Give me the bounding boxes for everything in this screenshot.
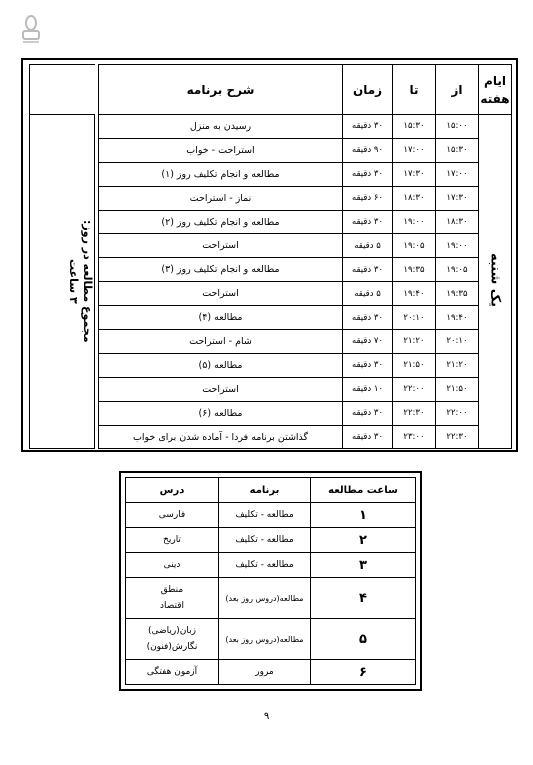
row-to: ۲۲:۳۰ [393,401,436,425]
study-program: مطالعه - تکلیف [219,553,311,578]
row-from: ۲۱:۲۰ [436,353,479,377]
table-row [126,503,416,528]
table-row [30,115,512,139]
summary-line1: مجموع مطالعه در روز: [81,220,94,344]
row-duration: ۵ دقیقه [343,234,393,258]
row-from: ۱۹:۳۵ [436,282,479,306]
study-header-row [126,478,416,503]
row-from: ۱۷:۳۰ [436,186,479,210]
row-description: مطالعه (۴) [99,306,343,330]
header-study-hour: ساعت مطالعه [311,478,416,503]
summary-cell [30,115,95,449]
table-row [30,162,512,186]
row-description: نماز - استراحت [99,186,343,210]
row-to: ۲۱:۵۰ [393,353,436,377]
table-row [126,528,416,553]
row-from: ۲۰:۱۰ [436,330,479,354]
day-name: یک شنبه [487,252,503,307]
row-to: ۲۳:۰۰ [393,425,436,449]
row-to: ۱۷:۳۰ [393,162,436,186]
row-duration: ۶۰ دقیقه [343,186,393,210]
table-row [126,660,416,685]
row-from: ۱۵:۰۰ [436,115,479,139]
row-description: مطالعه (۵) [99,353,343,377]
daily-schedule-table [29,64,512,449]
table-row [126,578,416,619]
row-duration: ۹۰ دقیقه [343,138,393,162]
row-description: استراحت - خواب [99,138,343,162]
page-number: ۹ [263,711,270,722]
study-hour: ۲ [311,528,416,553]
study-hour: ۶ [311,660,416,685]
study-subject-line1: منطق [160,585,184,595]
table-row [30,258,512,282]
header-days [479,65,512,115]
table-row [30,377,512,401]
study-hour: ۴ [311,578,416,619]
schedule-header-row [30,65,512,115]
study-subject-line2: نگارش(فنون) [146,642,198,652]
table-row [30,306,512,330]
row-description: استراحت [99,234,343,258]
table-row [30,234,512,258]
table-row [30,282,512,306]
study-subject-line1: زبان(ریاضی) [148,626,196,636]
study-hour: ۵ [311,619,416,660]
study-program: مطالعه - تکلیف [219,503,311,528]
row-description: استراحت [99,377,343,401]
day-cell [479,115,512,449]
row-duration: ۳۰ دقیقه [343,115,393,139]
row-to: ۲۲:۰۰ [393,377,436,401]
study-subject [126,619,219,660]
row-to: ۱۹:۳۵ [393,258,436,282]
row-description: استراحت [99,282,343,306]
study-program: مرور [219,660,311,685]
header-duration: زمان [343,65,393,115]
row-to: ۱۹:۰۰ [393,210,436,234]
row-from: ۱۹:۰۰ [436,234,479,258]
table-row [30,401,512,425]
header-summary [30,65,95,115]
study-hour: ۳ [311,553,416,578]
row-description: مطالعه (۶) [99,401,343,425]
table-row [30,353,512,377]
row-from: ۲۲:۰۰ [436,401,479,425]
row-description: مطالعه و انجام تکلیف روز (۲) [99,210,343,234]
row-duration: ۵ دقیقه [343,282,393,306]
row-description: مطالعه و انجام تکلیف روز (۱) [99,162,343,186]
header-to: تا [393,65,436,115]
row-to: ۱۹:۴۰ [393,282,436,306]
row-duration: ۳۰ دقیقه [343,210,393,234]
row-from: ۱۹:۰۵ [436,258,479,282]
row-to: ۱۹:۰۵ [393,234,436,258]
header-days-line2: هفته [480,91,510,106]
summary-line2: ۳ ساعت [67,259,80,305]
study-program: مطالعه(دروس روز بعد) [219,619,311,660]
study-program: مطالعه(دروس روز بعد) [219,578,311,619]
row-from: ۱۷:۰۰ [436,162,479,186]
row-from: ۱۸:۳۰ [436,210,479,234]
table-row [126,619,416,660]
table-row [30,210,512,234]
study-subject: دینی [126,553,219,578]
study-hours-table [125,477,416,685]
row-duration: ۳۰ دقیقه [343,401,393,425]
row-duration: ۳۰ دقیقه [343,258,393,282]
row-description: رسیدن به منزل [99,115,343,139]
publisher-logo-icon [20,14,42,44]
row-from: ۱۹:۴۰ [436,306,479,330]
header-days-line1: ایام [484,73,506,88]
study-program: مطالعه - تکلیف [219,528,311,553]
table-row [126,553,416,578]
row-to: ۲۰:۱۰ [393,306,436,330]
table-row [30,186,512,210]
table-row [30,330,512,354]
row-duration: ۳۰ دقیقه [343,425,393,449]
row-duration: ۱۰ دقیقه [343,377,393,401]
row-description: مطالعه و انجام تکلیف روز (۳) [99,258,343,282]
header-description: شرح برنامه [99,65,343,115]
row-description: گذاشتن برنامه فردا - آماده شدن برای خواب [99,425,343,449]
header-gap [95,65,99,115]
study-subject-line2: اقتصاد [159,601,185,611]
study-subject: آزمون هفتگی [126,660,219,685]
row-duration: ۳۰ دقیقه [343,353,393,377]
row-to: ۱۵:۳۰ [393,115,436,139]
row-description: شام - استراحت [99,330,343,354]
row-from: ۲۱:۵۰ [436,377,479,401]
table-row [30,425,512,449]
study-subject: فارسی [126,503,219,528]
row-to: ۱۸:۳۰ [393,186,436,210]
row-duration: ۳۰ دقیقه [343,162,393,186]
row-from: ۱۵:۳۰ [436,138,479,162]
table-row [30,138,512,162]
row-duration: ۷۰ دقیقه [343,330,393,354]
header-subject: درس [126,478,219,503]
header-from: از [436,65,479,115]
study-subject: تاریخ [126,528,219,553]
row-to: ۲۱:۲۰ [393,330,436,354]
study-hour: ۱ [311,503,416,528]
row-from: ۲۲:۳۰ [436,425,479,449]
row-to: ۱۷:۰۰ [393,138,436,162]
study-subject [126,578,219,619]
header-program: برنامه [219,478,311,503]
row-duration: ۳۰ دقیقه [343,306,393,330]
